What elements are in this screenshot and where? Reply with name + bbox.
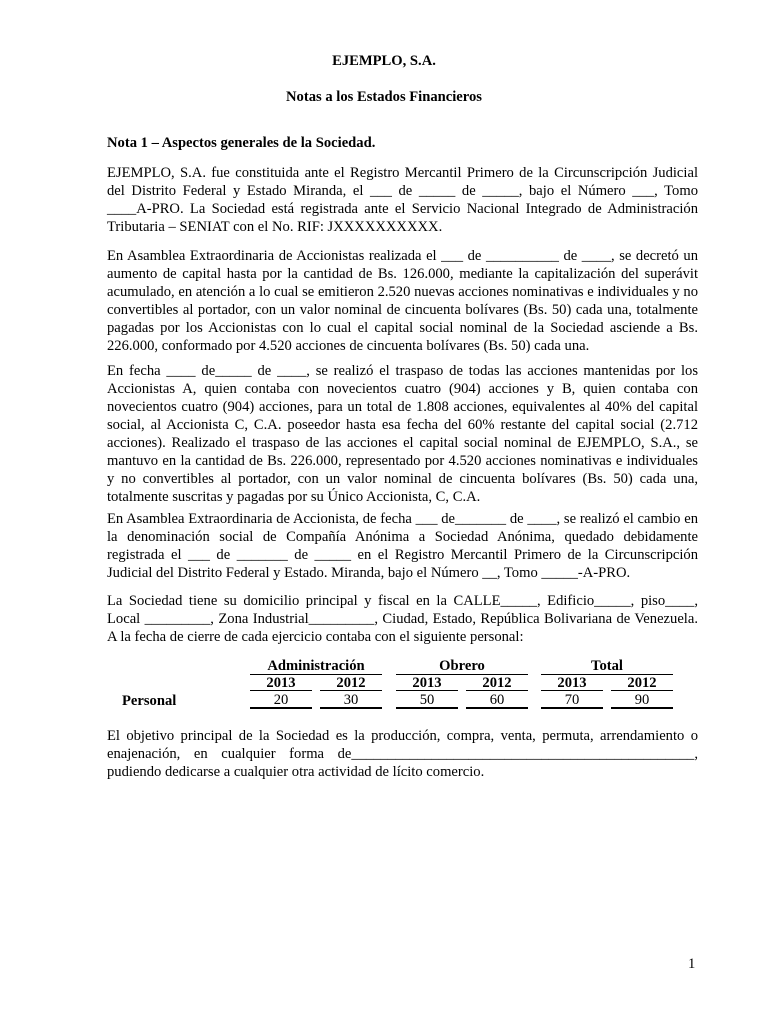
paragraph-share-transfer: En fecha ____ de_____ de ____, se realizó el traspaso de todas las acciones mantenidas por los Accionistas A, quien contaba con novecientos cuatro (904) acciones y B, quien contaba con novecientos cuatro (904) acciones, para un total de 1.808 acciones, equivalentes al 40% del capital social, al Accionista C, C.A. poseedor hasta esa fecha del 60% restante del capital social (2.712 acciones). Realizado el traspaso de las acciones el capital social nominal de EJEMPLO, S.A., se mantuvo en la cantidad de Bs. 226.000, representado por 4.520 acciones nominativas e individuales y no convertibles al portador, con un valor nominal de cincuenta bolívares (Bs. 50) cada una, totalmente suscritas y pagadas por su Único Accionista, C, C.A. xyxy=(107,363,698,505)
year-header: 2012 xyxy=(336,675,366,691)
value-rule xyxy=(250,707,312,709)
staff-value: 60 xyxy=(489,692,505,708)
staff-row-label: Personal xyxy=(122,693,177,709)
value-rule xyxy=(320,707,382,709)
paragraph-constitution: EJEMPLO, S.A. fue constituida ante el Registro Mercantil Primero de la Circunscripción Judicial del Distrito Federal y Estado Miranda, el ___ de _____ de _____, bajo el Número ___, Tomo ____A-PRO. La Sociedad está registrada ante el Servicio Nacional Integrado de Administración Tributaria – SENIAT con el No. RIF: JXXXXXXXXXX. xyxy=(107,165,698,235)
staff-value: 50 xyxy=(419,692,435,708)
paragraph-capital-increase: En Asamblea Extraordinaria de Accionistas realizada el ___ de __________ de ____, se decretó un aumento de capital hasta por la cantidad de Bs. 126.000, mediante la capitalización del superávit acumulado, en atención a lo cual se emitieron 2.520 nuevas acciones nominativas e individuales y no convertibles al portador, con un valor nominal de cincuenta bolívares (Bs. 50) cada una, totalmente pagadas por los Accionistas con lo cual el capital social nominal de la Sociedad asciende a Bs. 226.000, conformado por 4.520 acciones de cincuenta bolívares (Bs. 50) cada una. xyxy=(107,248,698,354)
year-header: 2013 xyxy=(266,675,296,691)
value-rule xyxy=(466,707,528,709)
value-rule xyxy=(541,707,603,709)
year-header: 2012 xyxy=(482,675,512,691)
paragraph-objective: El objetivo principal de la Sociedad es la producción, compra, venta, permuta, arrendamiento o enajenación, en cualquier forma de_______________________________________________, pudiendo dedicarse a cualquier otra actividad de lícito comercio. xyxy=(107,728,698,780)
staff-value: 90 xyxy=(634,692,650,708)
staff-value: 20 xyxy=(273,692,289,708)
company-title: EJEMPLO, S.A. xyxy=(332,53,436,69)
value-rule xyxy=(396,707,458,709)
paragraph-domicile: La Sociedad tiene su domicilio principal y fiscal en la CALLE_____, Edificio_____, piso____, Local _________, Zona Industrial_________, Ciudad, Estado, República Bolivariana de Venezuela. A la fecha de cierre de cada ejercicio contaba con el siguiente personal: xyxy=(107,593,698,645)
group-header-administracion: Administración xyxy=(267,658,365,674)
year-header: 2013 xyxy=(557,675,587,691)
note-heading: Nota 1 – Aspectos generales de la Sociedad. xyxy=(107,135,376,151)
page-number: 1 xyxy=(688,956,696,972)
year-header: 2013 xyxy=(412,675,442,691)
year-header: 2012 xyxy=(627,675,657,691)
staff-value: 70 xyxy=(564,692,580,708)
value-rule xyxy=(611,707,673,709)
paragraph-name-change: En Asamblea Extraordinaria de Accionista, de fecha ___ de_______ de ____, se realizó el cambio en la denominación social de Compañía Anónima a Sociedad Anónima, quedado debidamente registrada el ___ de _______ de _____ en el Registro Mercantil Primero de la Circunscripción Judicial del Distrito Federal y Estado. Miranda, bajo el Número __, Tomo _____-A-PRO. xyxy=(107,511,698,581)
group-header-total: Total xyxy=(591,658,623,674)
group-header-obrero: Obrero xyxy=(439,658,485,674)
document-title: Notas a los Estados Financieros xyxy=(286,89,482,105)
staff-value: 30 xyxy=(343,692,359,708)
